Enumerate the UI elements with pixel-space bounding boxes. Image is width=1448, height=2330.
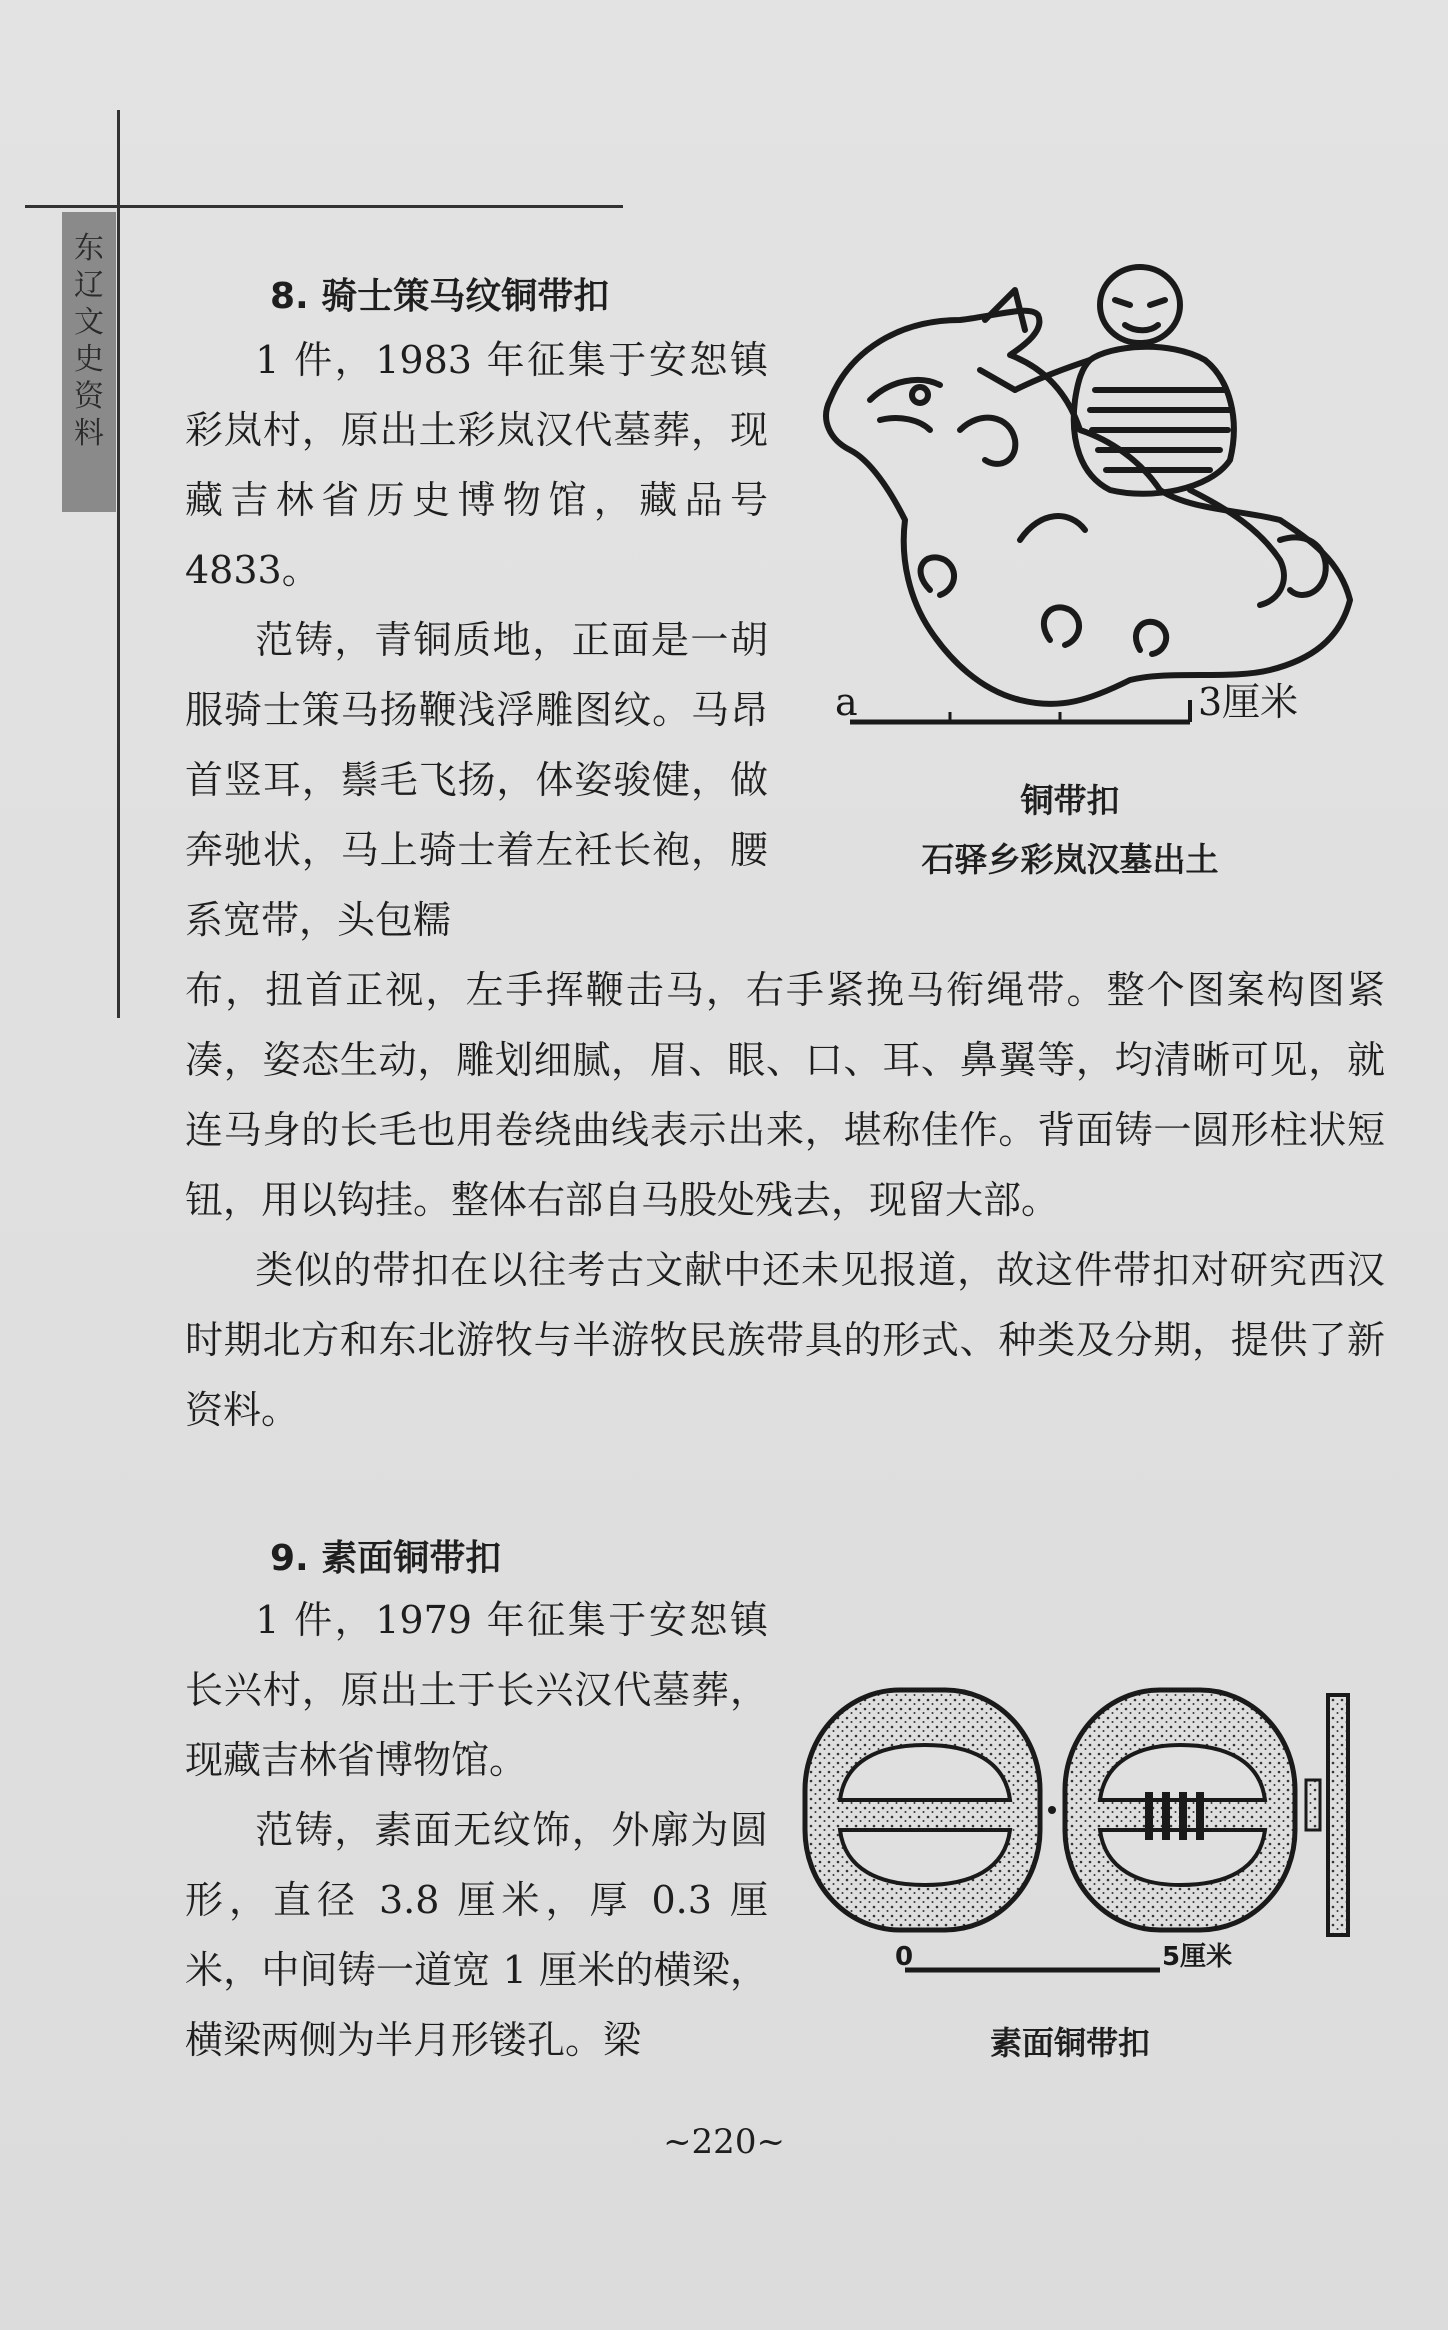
- plain-buckle-figure: [800, 1680, 1370, 1990]
- side-tab-label: [62, 212, 116, 512]
- section-8-paragraph-1: 1 件，1983 年征集于安恕镇彩岚村，原出土彩岚汉代墓葬，现藏吉林省历史博物馆，藏品号 4833。: [185, 338, 768, 592]
- section-8-text-wide: [185, 955, 1385, 1445]
- section-9-text: [185, 1585, 768, 2075]
- side-tab-char: 料: [74, 416, 104, 451]
- plain-buckle-front-view: [805, 1690, 1040, 1930]
- side-tab-char: 文: [74, 305, 104, 340]
- figure-8-caption-source: 石驿乡彩岚汉墓出土: [921, 840, 1219, 879]
- plain-buckle-back-view: [1065, 1690, 1295, 1930]
- section-8-paragraph-2b: 布，扭首正视，左手挥鞭击马，右手紧挽马衔绳带。整个图案构图紧凑，姿态生动，雕划细腻，眉、眼、口、耳、鼻翼等，均清晰可见，就连马身的长毛也用卷绕曲线表示出来，堪称佳作。背面铸一圆形柱状短钮，用以钩挂。整体右部自马股处残去，现留大部。: [185, 968, 1385, 1222]
- side-tab-char: 东: [74, 231, 104, 266]
- margin-rule: [117, 110, 120, 1018]
- section-8-text-narrow: [185, 325, 768, 955]
- section-9-title: 9. 素面铜带扣: [270, 1538, 502, 1579]
- scale-start-label-9: 0: [895, 1942, 914, 1972]
- section-9-paragraph-2: 范铸，素面无纹饰，外廓为圆形，直径 3.8 厘米，厚 0.3 厘米，中间铸一道宽 1 厘米的横梁，横梁两侧为半月形镂孔。梁: [185, 1808, 768, 2062]
- header-rule: [25, 205, 623, 208]
- scale-end-label-8: 3厘米: [1198, 680, 1299, 724]
- figure-9-caption: 素面铜带扣: [989, 2024, 1150, 2062]
- plain-buckle-side-view: [1306, 1695, 1348, 1935]
- scale-start-label-8: a: [835, 680, 858, 724]
- section-8-title: 8. 骑士策马纹铜带扣: [270, 276, 610, 317]
- horse-rider-buckle-drawing: [826, 267, 1350, 704]
- side-tab-char: 辽: [74, 268, 104, 303]
- figure-8-caption-title: 铜带扣: [1020, 781, 1120, 820]
- scale-end-label-9: 5厘米: [1162, 1942, 1233, 1972]
- section-8-paragraph-3: 类似的带扣在以往考古文献中还未见报道，故这件带扣对研究西汉时期北方和东北游牧与半游牧民族带具的形式、种类及分期，提供了新资料。: [185, 1248, 1385, 1432]
- section-9-paragraph-1: 1 件，1979 年征集于安恕镇长兴村，原出土于长兴汉代墓葬，现藏吉林省博物馆。: [185, 1598, 768, 1782]
- side-tab-char: 资: [74, 379, 104, 414]
- side-tab-char: 史: [74, 342, 104, 377]
- page-number: ~220~: [663, 2122, 785, 2162]
- section-8-paragraph-2a: 范铸，青铜质地，正面是一胡服骑士策马扬鞭浅浮雕图纹。马昂首竖耳，鬃毛飞扬，体姿骏健，做奔驰状，马上骑士着左衽长袍，腰系宽带，头包糯: [185, 618, 768, 942]
